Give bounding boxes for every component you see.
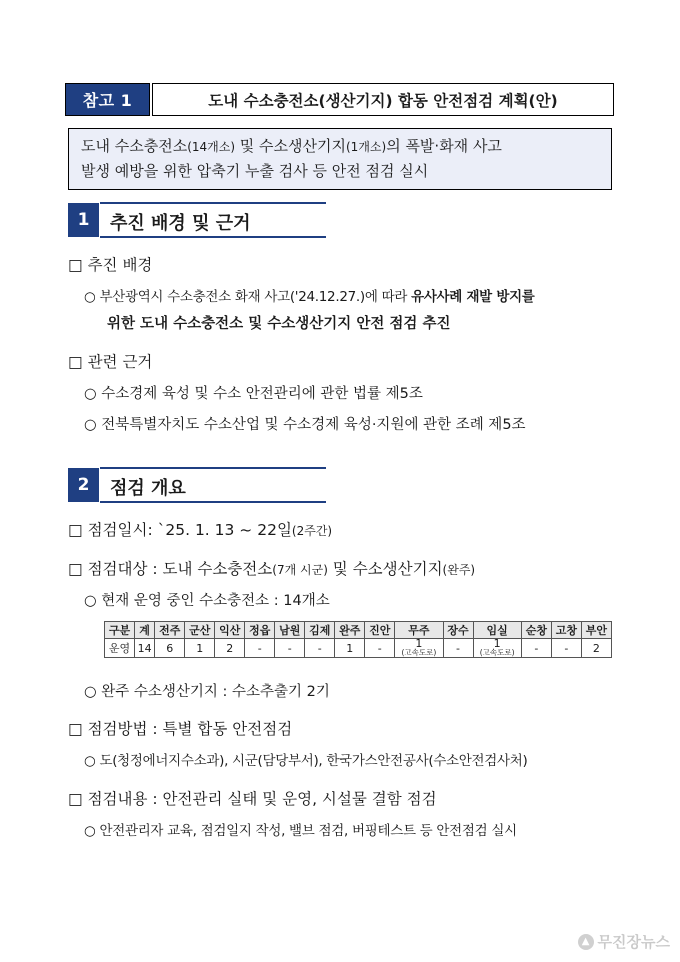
stations-table (104, 621, 612, 658)
table-cell: 6 (155, 639, 185, 658)
table-cell: 1 (고속도로) (473, 639, 521, 658)
watermark (578, 931, 670, 952)
section-1-title: 추진 배경 및 근거 (110, 213, 251, 234)
production-base: ○ 완주 수소생산기지 : 수소추출기 2기 (84, 684, 330, 700)
watermark-logo-icon: ▲ (578, 934, 594, 950)
table-header-row (105, 622, 612, 639)
table-cell: - (443, 639, 473, 658)
table-cell: - (365, 639, 395, 658)
table-header-cell: 무주 (395, 622, 443, 639)
table-cell: - (275, 639, 305, 658)
current-stations: ○ 현재 운영 중인 수소충전소 : 14개소 (84, 593, 330, 609)
legal-basis-item-2: ○ 전북특별자치도 수소산업 및 수소경제 육성·지원에 관한 조례 제5조 (84, 417, 526, 433)
section-2-number: 2 (68, 468, 99, 502)
section-2-bottom-rule (100, 501, 326, 503)
section-1-number: 1 (68, 203, 99, 237)
table-header-cell: 고창 (551, 622, 581, 639)
table-header-cell: 정읍 (245, 622, 275, 639)
section-2-title: 점검 개요 (110, 478, 186, 499)
table-cell: - (551, 639, 581, 658)
table-cell: 2 (581, 639, 611, 658)
table-cell: - (245, 639, 275, 658)
table-cell: 1 (335, 639, 365, 658)
table-header-cell: 계 (135, 622, 155, 639)
table-header-cell: 김제 (305, 622, 335, 639)
legal-basis-item-1: ○ 수소경제 육성 및 수소 안전관리에 관한 법률 제5조 (84, 386, 423, 402)
inspection-date: □ 점검일시: `25. 1. 13 ~ 22일(2주간) (68, 521, 333, 539)
table-row (105, 639, 612, 658)
table-header-cell: 순창 (521, 622, 551, 639)
table-header-cell: 군산 (185, 622, 215, 639)
table-header-cell: 임실 (473, 622, 521, 639)
table-row-label: 운영 (105, 639, 135, 658)
background-item-1-cont: 위한 도내 수소충전소 및 수소생산기지 안전 점검 추진 (107, 316, 451, 332)
document-title: 도내 수소충전소(생산기지) 합동 안전점검 계획(안) (152, 83, 614, 116)
table-header-cell: 부안 (581, 622, 611, 639)
table-cell: 2 (215, 639, 245, 658)
table-header-cell: 익산 (215, 622, 245, 639)
table-cell: - (521, 639, 551, 658)
table-cell: 1 (고속도로) (395, 639, 443, 658)
table-header-cell: 완주 (335, 622, 365, 639)
table-header-cell: 전주 (155, 622, 185, 639)
table-cell: - (305, 639, 335, 658)
section-1-top-rule (100, 202, 326, 204)
inspection-content-item: ○ 안전관리자 교육, 점검일지 작성, 밸브 점검, 버핑테스트 등 안전점검 실시 (84, 823, 517, 839)
watermark-text: 무진장뉴스 (597, 933, 670, 951)
section-1-bottom-rule (100, 236, 326, 238)
table-header-cell: 진안 (365, 622, 395, 639)
table-header-cell: 남원 (275, 622, 305, 639)
background-heading: □ 추진 배경 (68, 256, 153, 274)
table-header-cell: 장수 (443, 622, 473, 639)
legal-basis-heading: □ 관련 근거 (68, 353, 153, 371)
summary-line-2: 발생 예방을 위한 압축기 누출 검사 등 안전 점검 실시 (81, 162, 429, 180)
section-2-top-rule (100, 467, 326, 469)
background-item-1: ○ 부산광역시 수소충전소 화재 사고('24.12.27.)에 따라 유사사례 재발 방지를 (84, 289, 535, 305)
inspection-method-item: ○ 도(청정에너지수소과), 시군(담당부서), 한국가스안전공사(수소안전검사처) (84, 753, 528, 769)
table-cell: 1 (185, 639, 215, 658)
reference-tag: 참고 1 (65, 83, 150, 116)
summary-line-1: 도내 수소충전소(14개소) 및 수소생산기지(1개소)의 폭발·화재 사고 (81, 137, 502, 155)
inspection-content: □ 점검내용 : 안전관리 실태 및 운영, 시설물 결함 점검 (68, 790, 437, 808)
inspection-target: □ 점검대상 : 도내 수소충전소(7개 시군) 및 수소생산기지(완주) (68, 560, 476, 578)
inspection-method: □ 점검방법 : 특별 합동 안전점검 (68, 720, 293, 738)
table-header-cell: 구분 (105, 622, 135, 639)
table-cell: 14 (135, 639, 155, 658)
summary-box (68, 128, 612, 190)
